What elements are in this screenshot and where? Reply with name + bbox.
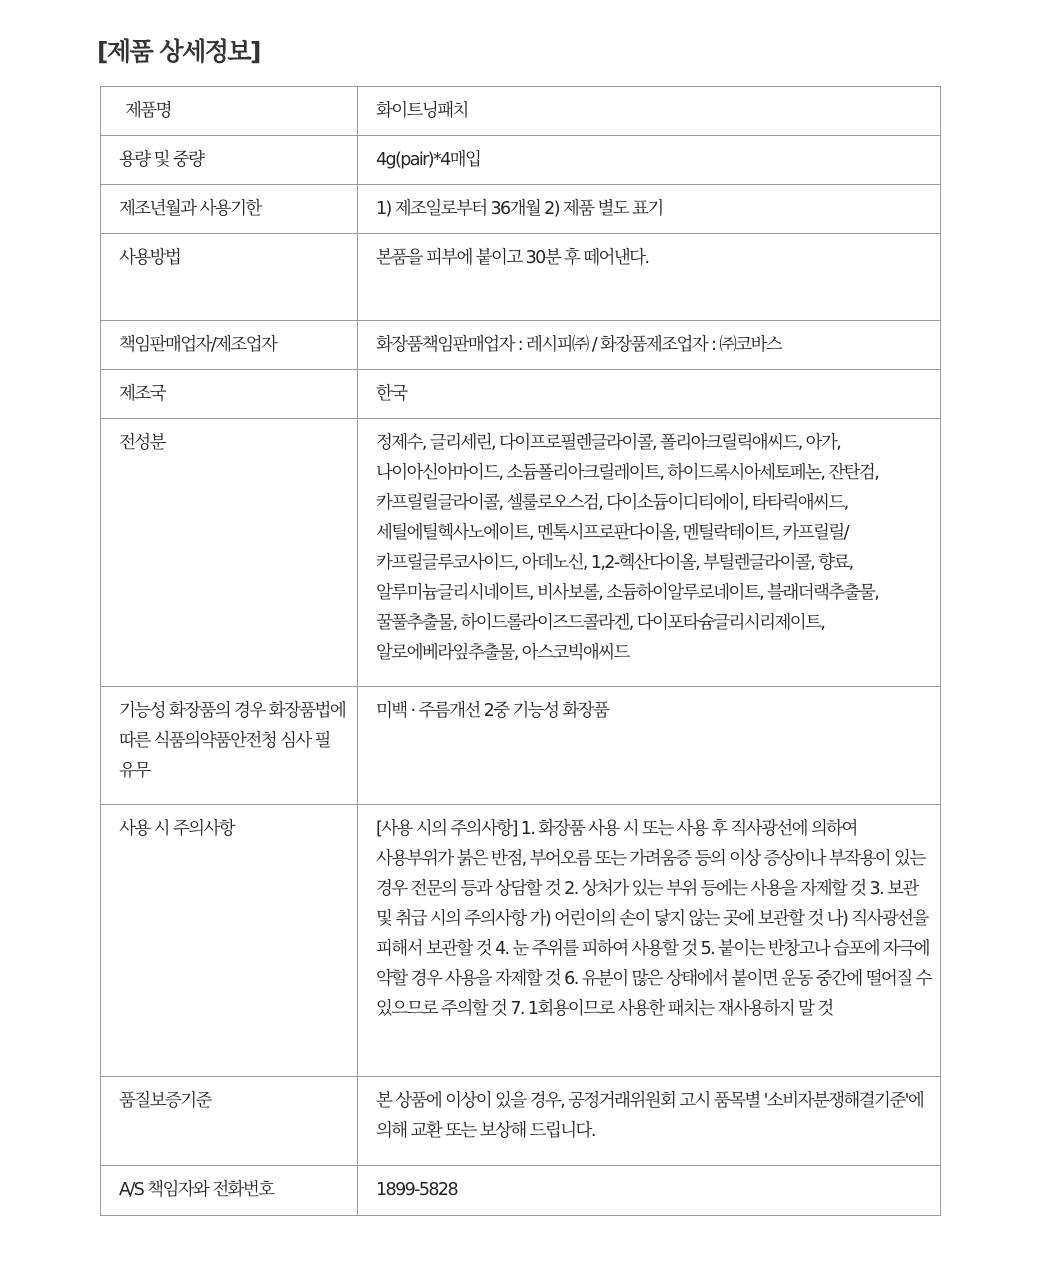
- row-value: 정제수, 글리세린, 다이프로필렌글라이콜, 폴리아크릴릭애씨드, 아가, 나이아신아마이드, 소듐폴리아크릴레이트, 하이드록시아세토페논, 잔탄검, 카프릴릴글라이콜, 셀룰로오스검, 다이소듐이디티에이, 타타릭애씨드, 세틸에틸헥사노에이트, 멘톡시프로판다이올, 멘틸락테이트, 카프릴릴/카프릴글루코사이드, 아데노신, 1,2-헥산다이올, 부틸렌글라이콜, 향료, 알루미늄글리시네이트, 비사보롤, 소듐하이알루로네이트, 블래더랙추출물, 꿀풀추출물, 하이드롤라이즈드콜라겐, 다이포타슘글리시리제이트, 알로에베라잎추출물, 아스코빅애씨드: [358, 419, 941, 687]
- table-row: [101, 234, 941, 321]
- row-label: 품질보증기준: [101, 1077, 358, 1166]
- table-row: [101, 321, 941, 370]
- row-value: 1) 제조일로부터 36개월 2) 제품 별도 표기: [358, 185, 941, 234]
- table-row: [101, 1166, 941, 1216]
- row-value: 본 상품에 이상이 있을 경우, 공정거래위원회 고시 품목별 '소비자분쟁해결기준'에 의해 교환 또는 보상해 드립니다.: [358, 1077, 941, 1166]
- row-value: 화장품책임판매업자 : 레시피㈜ / 화장품제조업자 : ㈜코바스: [358, 321, 941, 370]
- row-label: 용량 및 중량: [101, 136, 358, 185]
- row-value: 4g(pair)*4매입: [358, 136, 941, 185]
- row-label: 제품명: [101, 87, 358, 136]
- row-label: 책임판매업자/제조업자: [101, 321, 358, 370]
- table-row: [101, 1077, 941, 1166]
- row-label: 전성분: [101, 419, 358, 687]
- row-value: 본품을 피부에 붙이고 30분 후 떼어낸다.: [358, 234, 941, 321]
- section-title: [제품 상세정보]: [97, 37, 260, 66]
- row-value: 한국: [358, 370, 941, 419]
- row-value: 미백 · 주름개선 2중 기능성 화장품: [358, 687, 941, 805]
- table-row: [101, 419, 941, 687]
- row-value: [사용 시의 주의사항] 1. 화장품 사용 시 또는 사용 후 직사광선에 의하여 사용부위가 붉은 반점, 부어오름 또는 가려움증 등의 이상 증상이나 부작용이 있는 경우 전문의 등과 상담할 것 2. 상처가 있는 부위 등에는 사용을 자제할 것 3. 보관 및 취급 시의 주의사항 가) 어린이의 손이 닿지 않는 곳에 보관할 것 나) 직사광선을 피해서 보관할 것 4. 눈 주위를 피하여 사용할 것 5. 붙이는 반창고나 습포에 자극에 약할 경우 사용을 자제할 것 6. 유분이 많은 상태에서 붙이면 운동 중간에 떨어질 수 있으므로 주의할 것 7. 1회용이므로 사용한 패치는 재사용하지 말 것: [358, 805, 941, 1077]
- product-detail-table: [100, 86, 941, 1216]
- table-row: [101, 136, 941, 185]
- table-row: [101, 87, 941, 136]
- table-row: [101, 805, 941, 1077]
- table-row: [101, 687, 941, 805]
- row-label: 기능성 화장품의 경우 화장품법에 따른 식품의약품안전청 심사 필 유무: [101, 687, 358, 805]
- table-row: [101, 185, 941, 234]
- row-label: 제조년월과 사용기한: [101, 185, 358, 234]
- row-label: 사용 시 주의사항: [101, 805, 358, 1077]
- row-label: 사용방법: [101, 234, 358, 321]
- table-row: [101, 370, 941, 419]
- row-label: A/S 책임자와 전화번호: [101, 1166, 358, 1216]
- row-value: 화이트닝패치: [358, 87, 941, 136]
- row-value: 1899-5828: [358, 1166, 941, 1216]
- row-label: 제조국: [101, 370, 358, 419]
